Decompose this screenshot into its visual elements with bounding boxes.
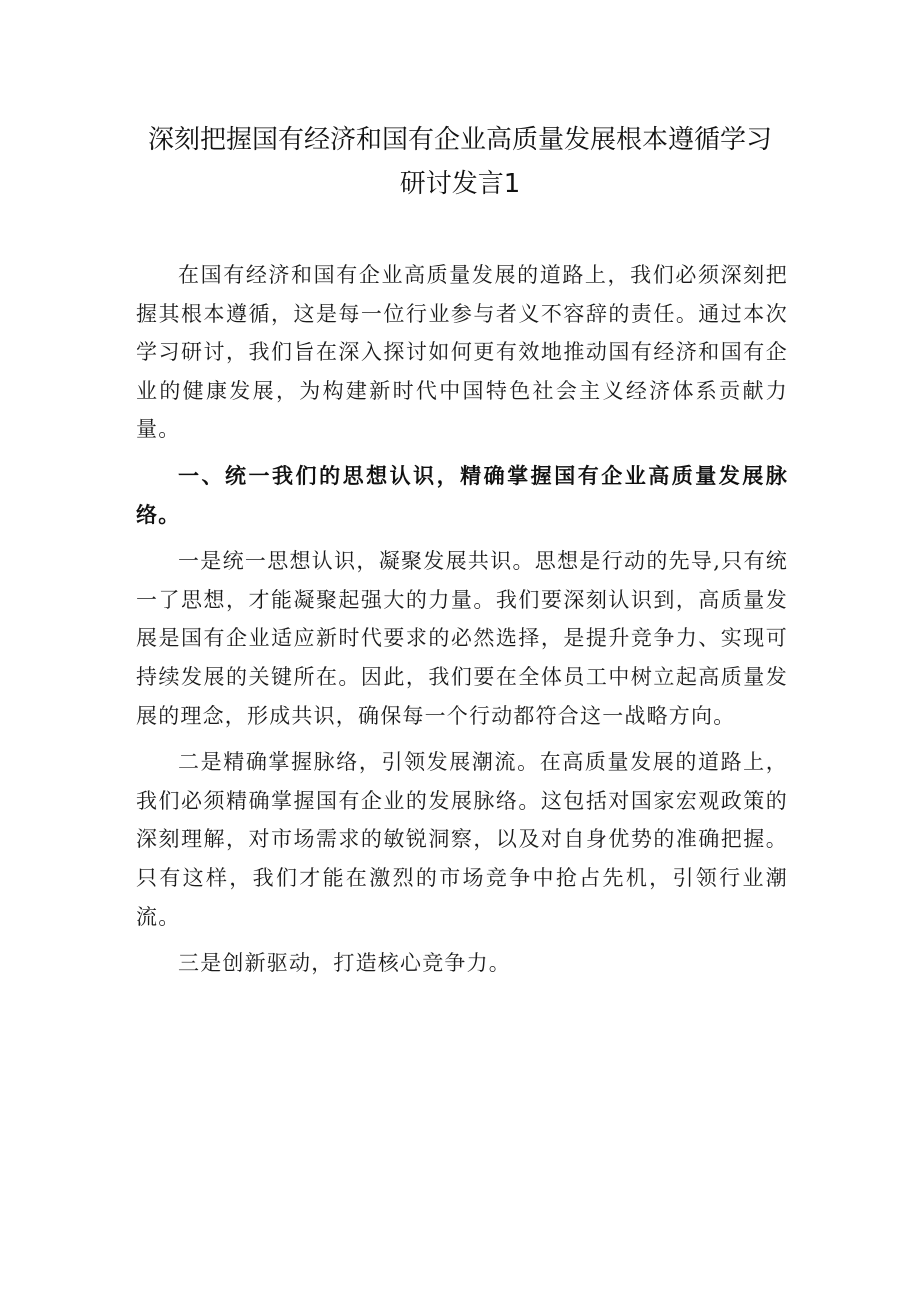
point-2-paragraph: 二是精确掌握脉络，引领发展潮流。在高质量发展的道路上，我们必须精确掌握国有企业的发展脉络。这包括对国家宏观政策的深刻理解，对市场需求的敏锐洞察，以及对自身优势的准确把握。只有这样，我们才能在激烈的市场竞争中抢占先机，引领行业潮流。 — [136, 750, 788, 929]
document-title: 深刻把握国有经济和国有企业高质量发展根本遵循学习研讨发言1 — [147, 125, 772, 199]
section-heading-1: 一、统一我们的思想认识，精确掌握国有企业高质量发展脉络。 — [136, 463, 788, 527]
intro-paragraph: 在国有经济和国有企业高质量发展的道路上，我们必须深刻把握其根本遵循，这是每一位行业参与者义不容辞的责任。通过本次学习研讨，我们旨在深入探讨如何更有效地推动国有经济和国有企业的健康发展，为构建新时代中国特色社会主义经济体系贡献力量。 — [136, 263, 788, 442]
point-3-paragraph: 三是创新驱动，打造核心竞争力。 — [178, 951, 511, 976]
point-1-paragraph: 一是统一思想认识，凝聚发展共识。思想是行动的先导,只有统一了思想，才能凝聚起强大的力量。我们要深刻认识到，高质量发展是国有企业适应新时代要求的必然选择，是提升竞争力、实现可持续发展的关键所在。因此，我们要在全体员工中树立起高质量发展的理念，形成共识，确保每一个行动都符合这一战略方向。 — [136, 549, 788, 728]
document-body — [136, 256, 788, 991]
